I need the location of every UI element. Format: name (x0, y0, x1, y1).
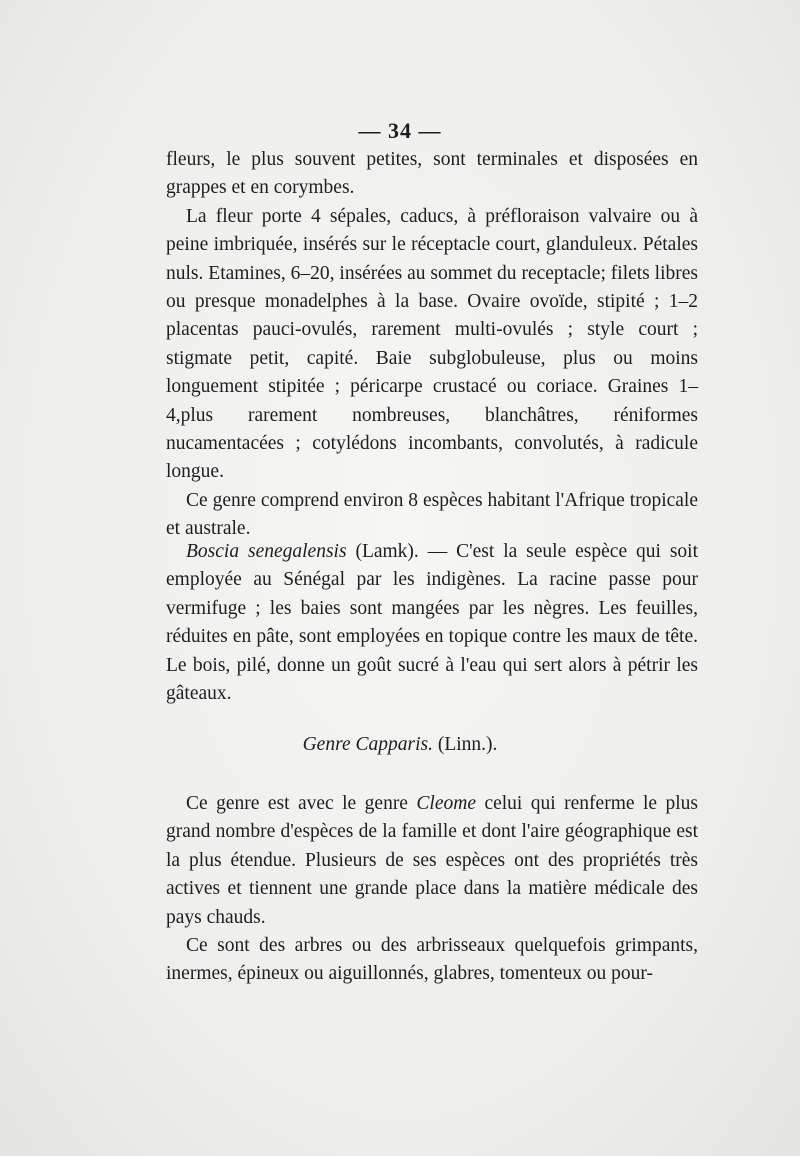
paragraph-fleurs: fleurs, le plus souvent petites, sont terminales et disposées en grappes et en corymbes. (166, 149, 698, 199)
intro-text (166, 146, 698, 544)
section-heading (0, 734, 800, 756)
paragraph-capparis (166, 790, 698, 932)
paragraph-boscia (166, 538, 698, 708)
boscia-text: (Lamk). — C'est la seule espèce qui soit employée au Sénégal par les indigènes. La racine passe pour vermifuge ; les baies sont mangées par les nègres. Les feuilles, réduites en pâte, sont employées en topique contre les maux de tête. Le bois, pilé, donne un goût sucré à l'eau qui sert alors à pétrir les gâteaux. (166, 541, 699, 705)
capparis-genus: Cleome (416, 793, 476, 814)
page-number: — 34 — (358, 118, 442, 143)
paragraph-genre: Ce genre comprend environ 8 espèces habitant l'Afrique tropicale et australe. (166, 489, 698, 540)
species-name: Boscia senegalensis (186, 541, 347, 562)
capparis-section (166, 790, 698, 989)
capparis-after: celui qui renferme le plus grand nombre d'espèces de la famille et dont l'aire géographique est la plus étendue. Plusieurs de ses espèces ont des propriétés très actives et tiennent une grande place dans la matière médicale des pays chauds. (166, 793, 699, 928)
heading-author: (Linn.). (432, 734, 498, 755)
paragraph-arbres: Ce sont des arbres ou des arbrisseaux quelquefois grimpants, inermes, épineux ou aiguillonnés, glabres, tomenteux ou pour- (166, 935, 698, 985)
capparis-before: Ce genre est avec le genre (186, 793, 417, 814)
boscia-section (166, 538, 698, 708)
paragraph-description: La fleur porte 4 sépales, caducs, à préfloraison valvaire ou à peine imbriquée, insérés sur le réceptacle court, glanduleux. Pétales nuls. Etamines, 6–20, insérées au sommet du receptacle; filets libres ou presque monadelphes à la base. Ovaire ovoïde, stipité ; 1–2 placentas pauci-ovulés, rarement multi-ovulés ; style court ; stigmate petit, capité. Baie subglobuleuse, plus ou moins longuement stipitée ; péricarpe crustacé ou coriace. Graines 1–4,plus rarement nombreuses, blanchâtres, réniformes nucamentacées ; cotylédons incombants, convolutés, à radicule longue. (166, 205, 698, 483)
heading-genus: Genre Capparis. (302, 734, 433, 755)
